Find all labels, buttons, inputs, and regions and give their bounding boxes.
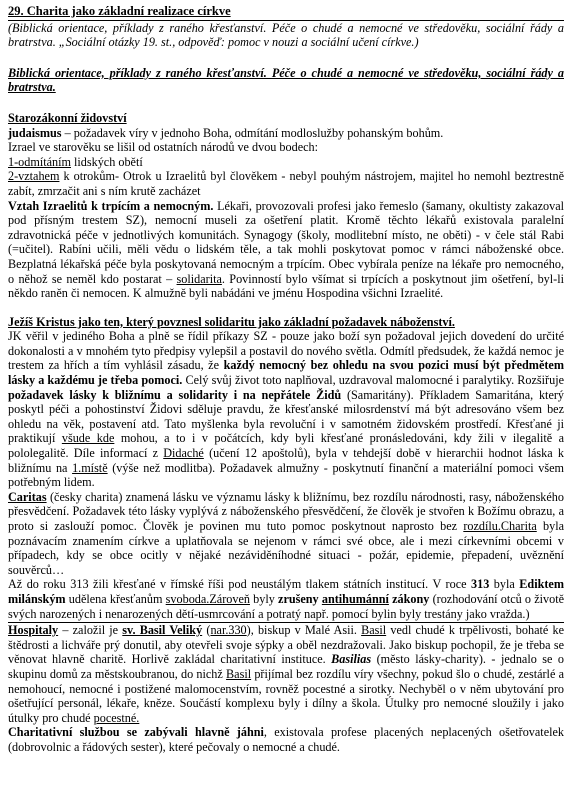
birth-year: nar.330 (210, 623, 247, 638)
jesus-text-3: (Samaritány). Příkladem Samaritána, který poskytl péči a pohostinství Židovi sděluje pravdu, že křesťanské milosrdenství má být adresováno všem bez ohledu na věk, postavení atd. Tato myšlenka byla revoluční i v samotném židovském prostředí. Křesťané ji praktikují (8, 387, 565, 446)
jesus-bold-2: požadavek lásky k bližnímu a solidarity i na nepřátele Židů (8, 387, 342, 402)
jesus-text-6: (výše než modlitba). Požadavek almužny - poskytnutí finanční a materiální pomoci všem potřebným lidem. (8, 460, 564, 490)
hospitals-text-4: vedl chudé k trpělivosti, bohaté ke štědrosti a lichváře prý donutil, aby otevřeli svoje sýpky a oběl nezdražovali. Jako biskup pochopil, že je třeba se věnovat hlavně charitě. Horlivě zakládal charitativní instituce. (8, 623, 564, 667)
didache-term: Didaché (163, 446, 204, 461)
edict-text-2: byla (489, 577, 520, 592)
judaism-term: judaismus (8, 125, 62, 140)
edict-term: Ediktem milánským (8, 577, 564, 606)
caritas-paragraph (8, 490, 564, 578)
hospitals-text-2: ( (202, 623, 211, 638)
basil-name-3: Basil (226, 666, 252, 681)
section-heading-biblical: Biblická orientace, příklady z raného křesťanství. Péče o chudé a nemocné ve středověku, sociální řády a bratrstva. (8, 65, 564, 95)
document-title-row (8, 4, 564, 21)
point-two (8, 169, 564, 198)
judaism-text: – požadavek víry v jednoho Boha, odmítání modloslužby pohanským bohům. (61, 125, 444, 140)
hospitals-text-3: ), biskup v Malé Asii. (246, 623, 362, 638)
care-text-2: . Povinností bylo všímat si trpících a poskytnout jim ošetření, byl-li někdo raněn či nemocen. K almužně byli nabádáni ve jménu Hospodina všichni Izraelité. (8, 271, 564, 301)
edict-text-5: (rozhodování otců o životě svých narozených i nenarozených dětí-usmrcování a potratý např. pomocí bylin byly trestány jako vražda.) (8, 591, 565, 621)
caritas-text-1: (česky charita) znamená lásku ve významu lásky k bližnímu, bez rozdílu národnosti, rasy, náboženského přesvědčení. Požadavek této lásky vyplývá z náboženského přesvědčení, že člověk je stvořen k Božímu obrazu, a proto si zaslouží pomoc. Člověk je povinen mu tuto pomoc poskytnout naprosto bez (8, 489, 564, 533)
service-paragraph (8, 725, 564, 754)
basilias-term: Basilias (331, 652, 372, 667)
hospitals-text-1: – založil je (58, 623, 123, 638)
basil-name: sv. Basil Veliký (122, 623, 203, 638)
edict-text-4: byly (249, 591, 279, 606)
hospitals-term: Hospitaly (8, 623, 59, 638)
year-313: 313 (471, 577, 490, 592)
care-text-1: Lékaři, provozovali profesi jako řemeslo (šamany, okultisty zakazoval pod přísným trestem SZ), nemocní museli za ošetření platit. Kromě těchto lékařů existovala paralelní zdravotnická péče v jednotlivých komunitách. Synagogy (školy, modlitební místo, ne oběti) - v čele stál Rabi (=učitel). Rabíni učili, měli vědu o lidském těle, a tak mohli poskytovat pomoc v rámci náboženské obce. Bezplatná lékařská péče byla poskytovaná nemocným a trpícím. Obec vybírala peníze na lékaře pro nemocného, o něhož se neměl kdo postarat – (8, 198, 564, 286)
jesus-text-5: (učení 12 apoštolů), byla v tehdejší době v hierarchii hodnot láska k bližnímu na (8, 446, 564, 475)
edict-text-1: Až do roku 313 žili křesťané v římské říši pod neustálým tlakem státních institucí. V roce (8, 577, 472, 592)
old-testament-section (8, 111, 564, 301)
jesus-heading: Ježíš Kristus jako ten, který povznesl solidaritu jako základní požadavek náboženství. (8, 314, 455, 329)
jesus-text-1: JK věřil v jediného Boha a plně se řídil příkazy SZ - pouze jako boží syn požadoval jejich dovedení do určité dokonalosti a v mnohém tyto předpisy vylepšil a postavil do nového světla. Odmítl předsudek, že každá nemoc je trestem za hřích a tím vyhlásil zásadu, že (8, 329, 564, 373)
caritas-underline-1: rozdílu.Charita (463, 519, 537, 533)
jesus-paragraph (8, 329, 564, 490)
laws-term: zákony (388, 591, 430, 606)
hospitals-text-5: (město lásky-charity). - jednalo se o skupinu domů za městskoubranou, do nichž (8, 652, 564, 681)
document-title: 29. Charita jako základní realizace církve (8, 4, 231, 18)
service-heading: Charitativní službou se zabývali hlavně jáhni (8, 725, 264, 740)
service-text: , existovala profese placených neplacených ošetřovatelek (dobrovolnic a řádových sester), které pečovaly o nemocné a chudé. (8, 725, 564, 754)
jesus-underline-1: všude kde (61, 431, 115, 446)
antihuman-term: antihumánní (321, 591, 389, 606)
point-two-label: 2-vztahem (8, 169, 60, 184)
freedom-term: svoboda.Zároveň (165, 591, 250, 606)
caritas-text-2: byla poznávacím znamením církve a uplatňovala se nejenom v rámci své obce, ale i mezi církevními obcemi v případech, kdy se obce ocitly v nějaké nezáviděníhodné situaci - požár, epidemie, přepadení, uvěznění souvěrců… (8, 519, 565, 577)
jesus-text-2: Celý svůj život toto naplňoval, uzdravoval malomocné i paralytiky. Rozšiřuje (182, 373, 565, 388)
hospitals-text-6: přijímal bez rozdílu víry všechny, pokud šlo o chudé, zestárlé a nemohoucí, nemocné i postižené malomocenstvím, rovněž pocestné a sirotky. Nechyběl o v něm ubytování pro ošetřující personál, lékaře, kněze. Součástí komplexu byly i dílny a škola. Útulky pro nemocné sloužily i jako útulky pro chudé (8, 666, 564, 725)
point-one-label: 1-odmítáním (8, 154, 71, 169)
point-two-text: k otrokům- Otrok u Izraelitů byl člověkem - nebyl pouhým nástrojem, majitel ho nemohl beztrestně zabít, zmrzačit ani s ním krutě zacházet (8, 169, 564, 198)
caritas-section (8, 490, 564, 621)
edict-text-3: udělena křesťanům (65, 591, 166, 606)
edict-paragraph (8, 577, 564, 621)
jesus-bold-1: každý nemocný bez ohledu na svou pozici musí být předmětem lásky a každému je třeba pomoci. (8, 358, 564, 388)
care-paragraph (8, 199, 564, 301)
hospitals-paragraph (8, 623, 564, 725)
israel-line: Izrael ve starověku se lišil od ostatních národů ve dvou bodech: (8, 140, 319, 155)
point-one-text: lidských obětí (70, 154, 143, 169)
first-place-term: 1.místě (72, 460, 108, 475)
solidarity-term: solidarita (176, 271, 222, 286)
jesus-text-4: mohou, a to i v počátcích, kdy byli křesťané pronásledováni, kdy žili v ilegalitě a pololegalitě. Díle informací z (8, 431, 565, 461)
travelers-term: pocestné. (93, 710, 140, 725)
judaism-line (8, 126, 564, 141)
hospitals-section (8, 623, 564, 754)
jesus-section (8, 315, 564, 490)
point-one (8, 155, 564, 170)
basil-name-2: Basil (361, 623, 387, 638)
ot-heading: Starozákonní židovství (8, 110, 127, 125)
caritas-term: Caritas (8, 489, 47, 504)
abolished-term: zrušeny (278, 591, 319, 606)
care-heading: Vztah Izraelitů k trpícím a nemocným. (8, 198, 214, 213)
intro-paragraph: (Biblická orientace, příklady z raného křesťanství. Péče o chudé a nemocné ve středověku, sociální řády a bratrstva. „Sociální otázky 19. st., odpověď: pomoc v nouzi a sociální učení církve.) (8, 20, 564, 50)
